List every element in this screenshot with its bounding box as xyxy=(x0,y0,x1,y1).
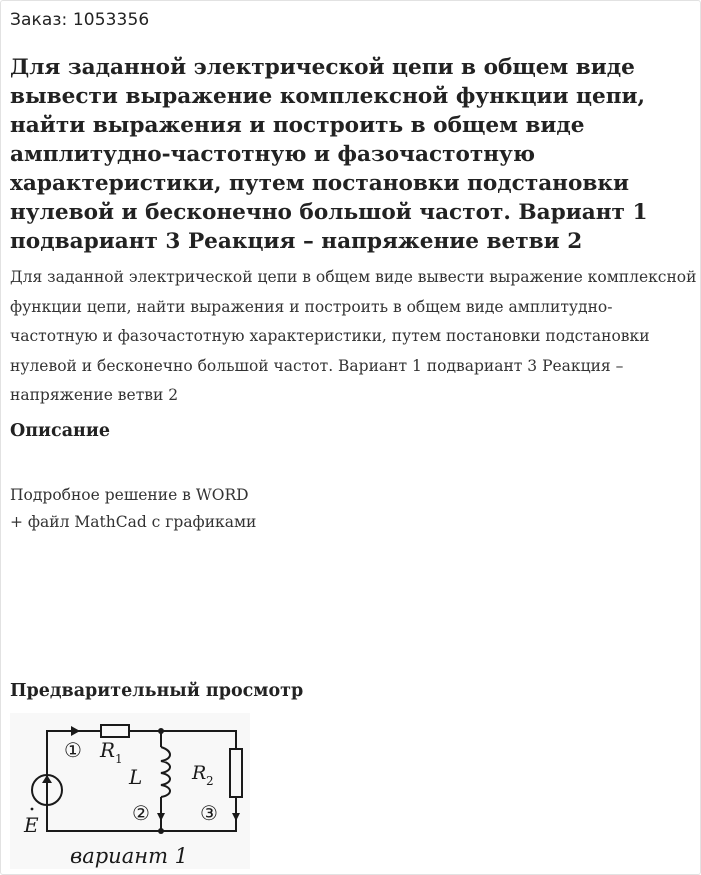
branch-arrowhead xyxy=(232,813,240,821)
page-title: Для заданной электрической цепи в общем виде вывести выражение комплексной функции цепи, найти выражения и построить в общем виде амплитудно-частотную и фазочастотную характеристики, путем постановки подстановки нулевой и бесконечно большой частот. Вариант 1 подвариант 3 Реакция – напряжение ветви 2 xyxy=(10,55,648,254)
inductor-l xyxy=(161,747,170,797)
lead-text: Для заданной электрической цепи в общем виде вывести выражение комплексной функции цепи, найти выражения и построить в общем виде амплитудно-частотную и фазочастотную характеристики, путем постановки подстановки нулевой и бесконечно большой частот. Вариант 1 подвариант 3 Реакция – напряжение ветви 2 xyxy=(10,268,697,404)
description-line: Подробное решение в WORD xyxy=(10,486,249,504)
preview-heading: Предварительный просмотр xyxy=(10,681,304,701)
description-body xyxy=(10,482,256,536)
resistor-r1 xyxy=(101,725,129,737)
description-line: + файл MathCad с графиками xyxy=(10,513,257,531)
circuit-diagram xyxy=(10,713,250,869)
order-number: Заказ: 1053356 xyxy=(10,10,150,30)
node-1-label: ① xyxy=(64,738,82,762)
r2-sub: 2 xyxy=(206,774,214,788)
variant-caption: вариант 1 xyxy=(70,844,189,868)
r1-sub: 1 xyxy=(115,752,123,766)
node-3-label: ③ xyxy=(200,801,218,825)
node-dot xyxy=(158,728,164,734)
l-label: L xyxy=(129,765,143,789)
branch-arrowhead xyxy=(157,813,165,821)
e-dot xyxy=(31,808,34,811)
wire xyxy=(129,731,236,749)
r1-label: R xyxy=(100,738,116,762)
e-label: E xyxy=(24,813,39,837)
preview-image[interactable] xyxy=(10,713,250,869)
node-dot xyxy=(158,828,164,834)
r2-label: R xyxy=(192,762,207,784)
resistor-r2 xyxy=(230,749,242,797)
node-2-label: ② xyxy=(132,801,150,825)
current-arrowhead xyxy=(71,726,80,736)
description-heading: Описание xyxy=(10,421,110,441)
